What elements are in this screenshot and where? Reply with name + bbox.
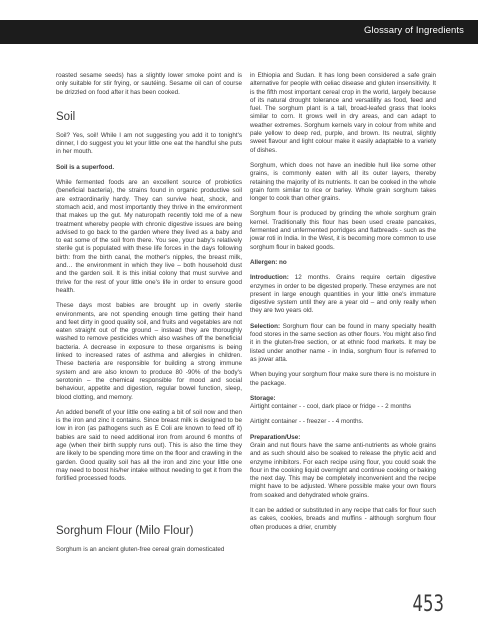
introduction-text: 12 months. Grains require certain digestive enzymes in order to be digested properly. These enzymes are not present in large enough quantities in your little one's immature digestive system until they are a year old – and only really when they are two years old. bbox=[250, 274, 436, 315]
preparation-label: Preparation/Use: bbox=[250, 433, 301, 441]
allergen-line: Allergen: no bbox=[250, 258, 287, 266]
paragraph: These days most babies are brought up in overly sterile environments, are not spending enough time getting their hand and feet dirty in good quality soil, and fruits and vegetables are not eaten straight out of the ground – instead they are thoroughly washed to remove pesticides which also washes off the beneficial bacteria. A decrease in exposure to these organisms is being linked to increased rates of asthma and allergies in children. These bacteria are responsible for building a strong immune system and are also known to produce 80 -90% of the body's serotonin – the chemical responsible for mood and social behaviour, appetite and digestion, regular bowel function, sleep, blood clotting, and memory. bbox=[56, 302, 242, 401]
page-number: 453 bbox=[412, 592, 444, 617]
introduction-paragraph bbox=[250, 274, 436, 315]
storage-line: Airtight container - - freezer - - 4 months. bbox=[250, 418, 364, 426]
paragraph: Sorghum is an ancient gluten-free cereal grain domesticated bbox=[56, 546, 225, 554]
left-column bbox=[56, 72, 242, 562]
selection-text: Sorghum flour can be found in many specialty health food stores in the same section as other flours. You might also find it in the gluten-free section, or at ethnic food markets. It may be listed under another name - in India, sorghum flour is referred to as jowar atta. bbox=[250, 322, 436, 363]
paragraph: When buying your sorghum flour make sure there is no moisture in the package. bbox=[250, 371, 436, 387]
paragraph: Sorghum, which does not have an inedible hull like some other grains, is commonly eaten with all its outer layers, thereby retaining the majority of its nutrients. It can be cooked in the whole grain form similar to rice or barley. Whole grain sorghum takes longer to cook than other grains. bbox=[250, 161, 436, 203]
header-bar bbox=[0, 20, 478, 44]
selection-label: Selection: bbox=[250, 322, 281, 330]
paragraph: Soil? Yes, soil! While I am not suggesting you add it to tonight's dinner, I do suggest you let your little one eat the handful she puts in her mouth. bbox=[56, 131, 242, 156]
storage-label: Storage: bbox=[250, 394, 276, 402]
selection-paragraph bbox=[250, 323, 436, 364]
paragraph: An added benefit of your little one eating a bit of soil now and then is the iron and zinc it contains. Since breast milk is designed to be low in iron (as pathogens such as E Coli are known to feed off it) babies are said to need additional iron from around 6 months of age (when their birth supply runs out). This is also the time they are likely to be spending more time on the floor and crawling in the garden. Good quality soil has all the iron and zinc your little one may need to boost his/her intake without needing to get it from the fortified processed foods. bbox=[56, 408, 242, 483]
preparation-text: Grain and nut flours have the same anti-nutrients as whole grains and as such should also be soaked to release the phytic acid and enzyme inhibitors. For each recipe using flour, you could soak the flour in the cooking liquid overnight and continue cooking or baking the next day. This may be completely inconvenient and the recipe might have to be adjusted. Where possible make your own flours from soaked and dehydrated whole grains. bbox=[250, 441, 436, 499]
introduction-label: Introduction: bbox=[250, 274, 289, 282]
heading-sorghum: Sorghum Flour (Milo Flour) bbox=[56, 525, 194, 538]
right-column bbox=[250, 72, 436, 539]
storage-line: Airtight container - - cool, dark place or fridge - - 2 months bbox=[250, 403, 411, 411]
section-title: Glossary of Ingredients bbox=[364, 25, 464, 36]
paragraph: roasted sesame seeds) has a slightly lower smoke point and is only suitable for stir frying, or sautéing. Sesame oil can of course be drizzled on food after it has been cooked. bbox=[56, 72, 242, 96]
paragraph: While fermented foods are an excellent source of probiotics (beneficial bacteria), the strains found in organic productive soil are extraordinarily hardy. They can survive heat, shock, and stomach acid, and most importantly they thrive in the environment that makes up the gut. My naturopath recently told me of a new treatment whereby people with chronic digestive issues are being advised to go back to the garden where they lived as a baby and to eat some of the soil from there. You see, your baby's relatively sterile gut is populated with these life forces in the days following birth: from the birth canal, the mother's nipples, the breast milk, and… the environment in which they live – both household dust and the garden soil. It is this initial colony that must survive and thrive for the rest of your little one's life in order to ensure good health. bbox=[56, 179, 242, 294]
paragraph-bold: Soil is a superfood. bbox=[56, 163, 115, 171]
paragraph: in Ethiopia and Sudan. It has long been considered a safe grain alternative for people with celiac disease and gluten insensitivity. It is the fifth most important cereal crop in the world, largely because of its natural drought tolerance and versatility as food, feed and fuel. The sorghum plant is a tall, broad-leafed grass that looks similar to corn. It grows well in dry areas, and can adapt to weather extremes. Sorghum kernels vary in colour from white and pale yellow to deep red, purple, and brown. Its neutral, slightly sweet flavour and light colour make it easily adaptable to a variety of dishes. bbox=[250, 72, 436, 154]
paragraph: It can be added or substituted in any recipe that calls for flour such as cakes, cookies, breads and muffins - although sorghum flour often produces a drier, crumbly bbox=[250, 507, 436, 531]
paragraph: Sorghum flour is produced by grinding the whole sorghum grain kernel. Traditionally this flour has been used create pancakes, fermented and unfermented porridges and flatbreads - such as the jowar roti in India. In the West, it is becoming more common to use sorghum flour in baked goods. bbox=[250, 210, 436, 251]
heading-soil: Soil bbox=[56, 110, 76, 123]
